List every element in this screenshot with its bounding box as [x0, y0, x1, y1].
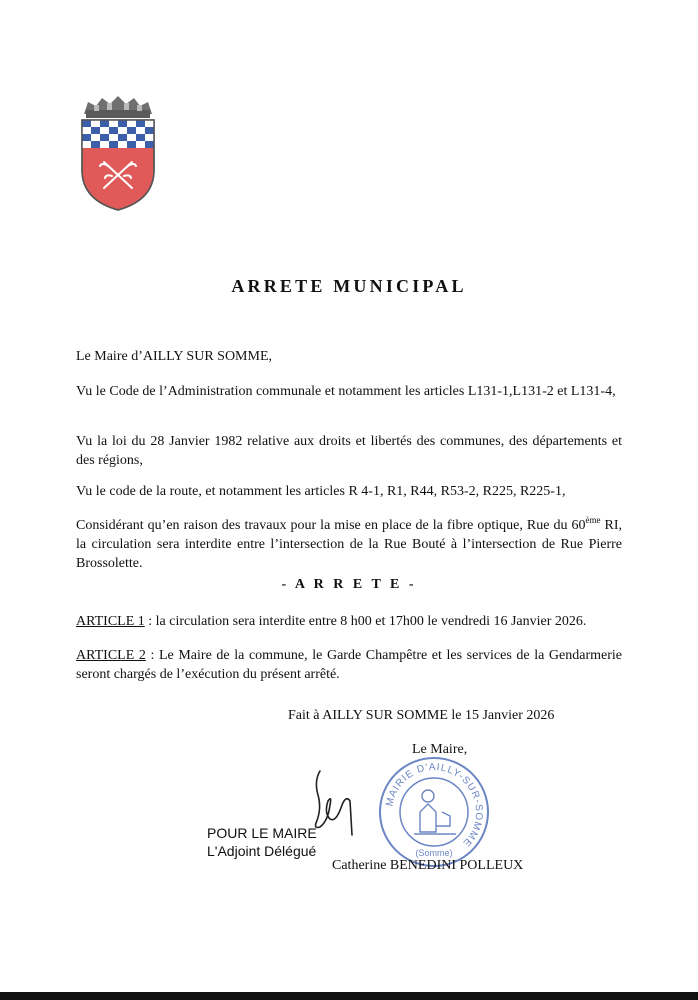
considerant-text-before: Considérant qu’en raison des travaux pour la mise en place de la fibre optique, Rue du 60	[76, 518, 586, 533]
intro-line: Le Maire d’AILLY SUR SOMME,	[76, 349, 272, 364]
stamp-ring-text: MAIRIE D'AILLY-SUR-SOMME	[384, 761, 485, 849]
svg-text:MAIRIE D'AILLY-SUR-SOMME	[384, 762, 484, 849]
scan-edge-bar	[0, 992, 698, 1000]
adjoint-delegue: L'Adjoint Délégué	[207, 843, 317, 859]
mayor-label: Le Maire,	[412, 742, 468, 757]
consideration-3: Vu le code de la route, et notamment les articles R 4-1, R1, R44, R53-2, R225, R225-1,	[76, 484, 566, 499]
consideration-2: Vu la loi du 28 Janvier 1982 relative aux droits et libertés des communes, des départements et des régions,	[76, 434, 622, 468]
considerant-text-after: RI, la circulation sera interdite entre l’intersection de la Rue Bouté à l’intersection de Rue Pierre Brossolette.	[76, 518, 622, 571]
considerant-paragraph	[76, 516, 622, 573]
article-2-label: ARTICLE 2	[76, 648, 146, 663]
article-1-text: : la circulation sera interdite entre 8 h00 et 17h00 le vendredi 16 Janvier 2026.	[144, 614, 587, 629]
coat-of-arms-icon	[78, 96, 158, 212]
article-1	[76, 612, 622, 631]
article-2	[76, 646, 622, 684]
done-at-line: Fait à AILLY SUR SOMME le 15 Janvier 2026	[288, 708, 555, 723]
mairie-stamp	[378, 756, 490, 868]
pour-le-maire: POUR LE MAIRE	[207, 825, 317, 841]
decision-heading: - A R R E T E -	[281, 577, 417, 592]
consideration-1: Vu le Code de l’Administration communale et notamment les articles L131-1,L131-2 et L131-4,	[76, 384, 616, 399]
delegation-block	[207, 824, 317, 860]
article-1-label: ARTICLE 1	[76, 614, 145, 629]
signer-name: Catherine BENEDINI POLLEUX	[332, 858, 524, 873]
article-2-text: : Le Maire de la commune, le Garde Champêtre et les services de la Gendarmerie seront chargés de l’exécution du présent arrêté.	[76, 648, 622, 682]
considerant-superscript: ème	[585, 515, 601, 525]
page-title: ARRETE MUNICIPAL	[231, 276, 467, 296]
stamp-sub-text: (Somme)	[415, 848, 453, 858]
